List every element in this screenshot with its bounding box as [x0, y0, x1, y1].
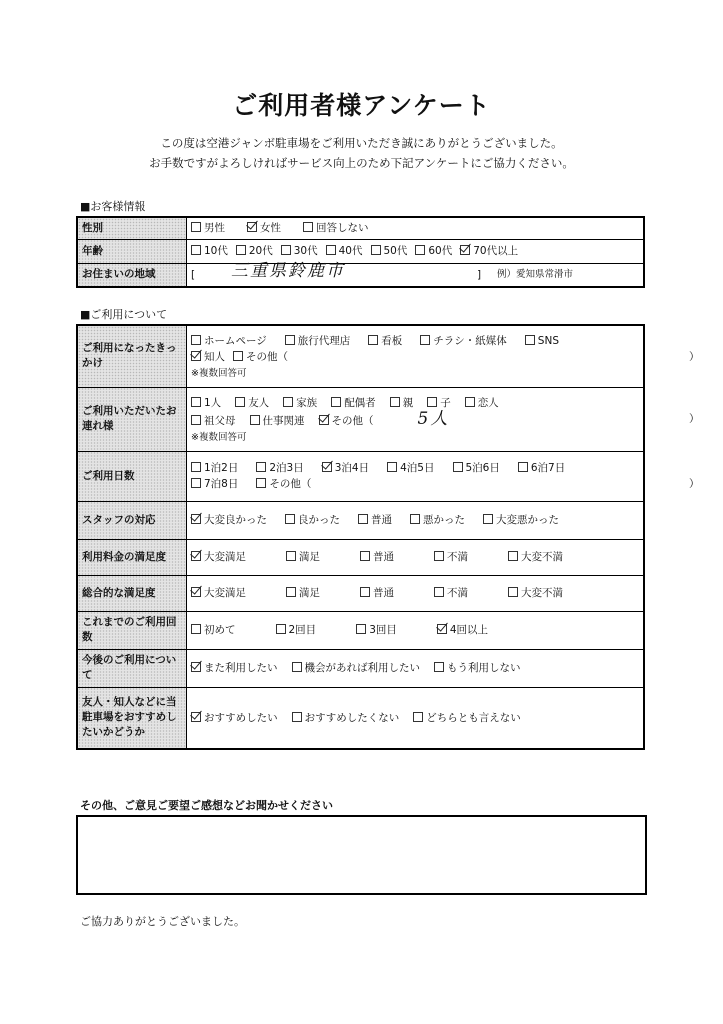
address-bracket-open: [	[191, 268, 196, 281]
checkbox-icon[interactable]	[483, 514, 493, 524]
companion-options	[187, 387, 700, 451]
usage-table	[76, 324, 700, 750]
option-label: 子	[440, 397, 451, 409]
days-line-2	[191, 476, 700, 492]
checkbox-icon[interactable]	[326, 245, 336, 255]
checkbox-icon[interactable]	[256, 478, 266, 488]
checkbox-icon[interactable]	[360, 551, 370, 561]
option-checkbox[interactable]	[191, 220, 225, 236]
trigger-line-2	[191, 349, 700, 365]
option-label: 友人	[248, 397, 270, 409]
checkbox-icon[interactable]	[283, 397, 293, 407]
option-checkbox[interactable]	[303, 220, 369, 236]
option-checkbox[interactable]	[434, 660, 521, 676]
checkbox-icon[interactable]	[191, 397, 201, 407]
option-checkbox[interactable]	[191, 395, 221, 411]
checkbox-icon[interactable]	[292, 662, 302, 672]
option-checkbox[interactable]	[437, 622, 488, 638]
option-label: 普通	[373, 587, 394, 599]
companion-line-1	[191, 395, 639, 411]
option-label: 恋人	[477, 397, 499, 409]
option-label: 大変満足	[204, 551, 246, 563]
option-label: ホームページ	[204, 335, 267, 348]
option-checkbox[interactable]	[465, 395, 499, 411]
checkbox-icon[interactable]	[235, 397, 245, 407]
trigger-close: ）	[689, 351, 700, 364]
option-label: 大変満足	[204, 587, 246, 599]
option-checkbox[interactable]	[286, 585, 320, 601]
option-label: 回答しない	[316, 222, 369, 235]
trigger-note: ※複数回答可	[191, 368, 247, 380]
checked-box-icon[interactable]	[191, 712, 201, 722]
checkbox-icon[interactable]	[413, 712, 423, 722]
intro-line-2: お手数ですがよろしければサービス向上のため下記アンケートにご協力ください。	[149, 156, 574, 170]
option-checkbox[interactable]	[387, 460, 434, 476]
checkbox-icon[interactable]	[525, 335, 535, 345]
option-checkbox[interactable]	[191, 349, 225, 365]
checkbox-icon[interactable]	[286, 587, 296, 597]
option-checkbox[interactable]	[286, 549, 320, 565]
checkbox-icon[interactable]	[390, 397, 400, 407]
checkbox-icon[interactable]	[453, 462, 463, 472]
option-checkbox[interactable]	[356, 622, 397, 638]
checked-box-icon[interactable]	[247, 222, 257, 232]
days-close: ）	[689, 478, 700, 490]
option-checkbox[interactable]	[276, 622, 317, 638]
checked-box-icon[interactable]	[191, 351, 201, 361]
option-label: 50代	[383, 245, 408, 257]
option-label: 大変不満	[521, 587, 563, 599]
option-checkbox[interactable]	[415, 243, 452, 259]
option-checkbox[interactable]	[233, 349, 288, 365]
checkbox-icon[interactable]	[387, 462, 397, 472]
age-label: 年齢	[77, 239, 187, 263]
option-label: 満足	[299, 551, 320, 563]
checkbox-icon[interactable]	[191, 415, 201, 425]
checkbox-icon[interactable]	[331, 397, 341, 407]
option-label: 初めて	[204, 624, 236, 636]
gender-options	[187, 217, 645, 239]
option-checkbox[interactable]	[256, 476, 311, 492]
checked-box-icon[interactable]	[322, 462, 332, 472]
option-checkbox[interactable]	[191, 512, 267, 528]
option-checkbox[interactable]	[483, 512, 559, 528]
overall-line	[191, 585, 639, 601]
checkbox-icon[interactable]	[360, 587, 370, 597]
checkbox-icon[interactable]	[285, 335, 295, 345]
checked-box-icon[interactable]	[460, 245, 470, 255]
option-label: チラシ・紙媒体	[433, 335, 507, 348]
option-label: 仕事関連	[262, 415, 305, 427]
days-line-1	[191, 460, 639, 476]
option-label: 看板	[381, 335, 403, 348]
address-bracket-close: ]	[477, 268, 482, 281]
option-label: 普通	[371, 514, 392, 526]
times-line	[191, 622, 639, 638]
option-checkbox[interactable]	[420, 333, 507, 349]
option-checkbox[interactable]	[191, 413, 236, 429]
trigger-line-1	[191, 333, 639, 349]
option-checkbox[interactable]	[319, 413, 374, 429]
option-checkbox[interactable]	[191, 476, 238, 492]
checkbox-icon[interactable]	[465, 397, 475, 407]
option-label: おすすめしたくない	[304, 711, 400, 724]
checkbox-icon[interactable]	[420, 335, 430, 345]
option-label: 70代以上	[473, 245, 519, 257]
option-label: 知人	[204, 351, 225, 364]
option-checkbox[interactable]	[326, 243, 363, 259]
option-checkbox[interactable]	[453, 460, 500, 476]
option-checkbox[interactable]	[283, 395, 317, 411]
staff-line	[191, 512, 639, 528]
recommend-label: 友人・知人などに当駐車場をおすすめしたいかどうか	[77, 687, 187, 749]
companion-line-2	[191, 409, 700, 429]
option-checkbox[interactable]	[191, 660, 278, 676]
option-checkbox[interactable]	[508, 585, 563, 601]
checkbox-icon[interactable]	[356, 624, 366, 634]
option-label: その他（	[246, 351, 288, 364]
comments-textarea[interactable]	[76, 815, 647, 895]
option-label: 親	[402, 397, 414, 409]
checkbox-icon[interactable]	[508, 551, 518, 561]
companion-label: ご利用いただいたお連れ様	[77, 387, 187, 451]
option-label: 不満	[447, 551, 468, 563]
option-checkbox[interactable]	[525, 333, 559, 349]
option-checkbox[interactable]	[191, 333, 267, 349]
option-label: 60代	[428, 245, 453, 257]
option-label: 祖父母	[204, 415, 236, 427]
option-label: 機会があれば利用したい	[304, 662, 420, 674]
option-label: 10代	[204, 245, 228, 257]
checkbox-icon[interactable]	[434, 551, 444, 561]
option-label: 大変不満	[521, 551, 563, 563]
option-label: 2泊3日	[269, 462, 304, 474]
checkbox-icon[interactable]	[427, 397, 437, 407]
option-checkbox[interactable]	[331, 395, 376, 411]
option-label: 普通	[373, 551, 394, 563]
option-checkbox[interactable]	[191, 549, 246, 565]
option-checkbox[interactable]	[371, 243, 408, 259]
checked-box-icon[interactable]	[191, 662, 201, 672]
address-field[interactable]	[187, 260, 645, 287]
checkbox-icon[interactable]	[303, 222, 313, 232]
checkbox-icon[interactable]	[191, 462, 201, 472]
option-checkbox[interactable]	[413, 710, 521, 726]
checkbox-icon[interactable]	[191, 478, 201, 488]
option-label: 1泊2日	[204, 462, 239, 474]
gender-line	[191, 220, 639, 236]
option-label: 配偶者	[344, 397, 376, 409]
future-label: 今後のご利用について	[77, 649, 187, 687]
option-checkbox[interactable]	[236, 243, 273, 259]
thanks-message: ご協力ありがとうございました。	[80, 915, 245, 928]
option-label: 1人	[204, 397, 222, 409]
checkbox-icon[interactable]	[285, 514, 295, 524]
option-checkbox[interactable]	[191, 585, 246, 601]
option-checkbox[interactable]	[434, 549, 468, 565]
option-checkbox[interactable]	[281, 243, 318, 259]
option-label: 家族	[296, 397, 318, 409]
checkbox-icon[interactable]	[292, 712, 302, 722]
price-label: 利用料金の満足度	[77, 539, 187, 575]
option-label: 女性	[260, 222, 281, 235]
checkbox-icon[interactable]	[368, 335, 378, 345]
checked-box-icon[interactable]	[191, 551, 201, 561]
option-label: 3泊4日	[334, 462, 370, 474]
option-checkbox[interactable]	[256, 460, 303, 476]
option-label: 5泊6日	[465, 462, 500, 474]
option-checkbox[interactable]	[360, 585, 394, 601]
checkbox-icon[interactable]	[434, 662, 444, 672]
option-checkbox[interactable]	[322, 460, 369, 476]
age-options	[187, 239, 645, 263]
option-checkbox[interactable]	[247, 220, 281, 236]
option-label: 4回以上	[449, 624, 489, 636]
option-checkbox[interactable]	[508, 549, 563, 565]
option-checkbox[interactable]	[235, 395, 269, 411]
checkbox-icon[interactable]	[415, 245, 425, 255]
checkbox-icon[interactable]	[236, 245, 246, 255]
gender-label: 性別	[77, 217, 187, 239]
address-value: 三重県鈴鹿市	[231, 260, 345, 281]
checkbox-icon[interactable]	[358, 514, 368, 524]
checked-box-icon[interactable]	[191, 514, 201, 524]
days-label: ご利用日数	[77, 451, 187, 501]
companion-other-value: 5人	[417, 409, 450, 429]
companion-close: ）	[689, 413, 700, 425]
option-checkbox[interactable]	[360, 549, 394, 565]
option-checkbox[interactable]	[285, 512, 340, 528]
checked-box-icon[interactable]	[437, 624, 447, 634]
checkbox-icon[interactable]	[191, 335, 201, 345]
option-checkbox[interactable]	[292, 660, 421, 676]
option-label: 旅行代理店	[297, 335, 351, 348]
staff-label: スタッフの対応	[77, 501, 187, 539]
option-checkbox[interactable]	[292, 710, 400, 726]
checkbox-icon[interactable]	[281, 245, 291, 255]
address-example: 例）愛知県常滑市	[497, 268, 574, 280]
option-label: 40代	[338, 245, 363, 257]
option-checkbox[interactable]	[410, 512, 465, 528]
checkbox-icon[interactable]	[518, 462, 528, 472]
option-label: SNS	[537, 335, 559, 348]
option-label: 悪かった	[423, 514, 465, 526]
option-label: その他（	[331, 415, 374, 427]
option-label: 大変良かった	[204, 514, 267, 526]
option-label: おすすめしたい	[204, 711, 278, 724]
age-line	[191, 243, 639, 259]
times-label: これまでのご利用回数	[77, 611, 187, 649]
option-label: 大変悪かった	[496, 514, 559, 526]
option-checkbox[interactable]	[460, 243, 518, 259]
option-label: 男性	[204, 222, 225, 235]
option-checkbox[interactable]	[358, 512, 392, 528]
option-checkbox[interactable]	[390, 395, 414, 411]
recommend-line	[191, 710, 639, 726]
overall-label: 総合的な満足度	[77, 575, 187, 611]
option-checkbox[interactable]	[250, 413, 305, 429]
option-checkbox[interactable]	[191, 460, 238, 476]
option-label: 3回目	[369, 624, 397, 636]
address-label: お住まいの地域	[77, 263, 187, 287]
option-checkbox[interactable]	[368, 333, 402, 349]
checkbox-icon[interactable]	[191, 624, 201, 634]
option-label: また利用したい	[204, 662, 278, 674]
option-label: 不満	[447, 587, 468, 599]
option-label: どちらとも言えない	[426, 711, 521, 724]
option-label: 30代	[293, 245, 318, 257]
customer-info-table	[76, 216, 645, 288]
option-label: もう利用しない	[447, 662, 521, 674]
checkbox-icon[interactable]	[256, 462, 266, 472]
intro-line-1: この度は空港ジャンボ駐車場をご利用いただき誠にありがとうございました。	[160, 136, 563, 150]
checked-box-icon[interactable]	[319, 415, 329, 425]
checkbox-icon[interactable]	[508, 587, 518, 597]
checkbox-icon[interactable]	[410, 514, 420, 524]
option-checkbox[interactable]	[518, 460, 565, 476]
option-checkbox[interactable]	[434, 585, 468, 601]
checkbox-icon[interactable]	[286, 551, 296, 561]
option-checkbox[interactable]	[191, 710, 278, 726]
days-options	[187, 451, 700, 501]
customer-section-heading: ■お客様情報	[80, 200, 146, 213]
option-checkbox[interactable]	[191, 243, 228, 259]
checkbox-icon[interactable]	[233, 351, 243, 361]
option-label: 良かった	[298, 514, 340, 526]
checked-box-icon[interactable]	[191, 587, 201, 597]
trigger-options	[187, 325, 700, 387]
companion-note: ※複数回答可	[191, 432, 247, 443]
usage-section-heading: ■ご利用について	[80, 308, 168, 321]
option-label: 6泊7日	[530, 462, 566, 474]
option-label: 7泊8日	[204, 478, 239, 490]
option-checkbox[interactable]	[285, 333, 351, 349]
comments-label: その他、ご意見ご要望ご感想などお聞かせください	[80, 799, 333, 812]
option-label: その他（	[269, 478, 312, 490]
price-line	[191, 549, 639, 565]
checkbox-icon[interactable]	[250, 415, 260, 425]
option-label: 2回目	[288, 624, 317, 636]
checkbox-icon[interactable]	[276, 624, 286, 634]
checkbox-icon[interactable]	[434, 587, 444, 597]
option-label: 20代	[248, 245, 273, 257]
checkbox-icon[interactable]	[191, 245, 201, 255]
option-label: 満足	[299, 587, 320, 599]
option-label: 4泊5日	[400, 462, 435, 474]
checkbox-icon[interactable]	[191, 222, 201, 232]
future-line	[191, 660, 639, 676]
page-title: ご利用者様アンケート	[232, 91, 491, 120]
trigger-label: ご利用になったきっかけ	[77, 325, 187, 387]
checkbox-icon[interactable]	[371, 245, 381, 255]
option-checkbox[interactable]	[191, 622, 236, 638]
